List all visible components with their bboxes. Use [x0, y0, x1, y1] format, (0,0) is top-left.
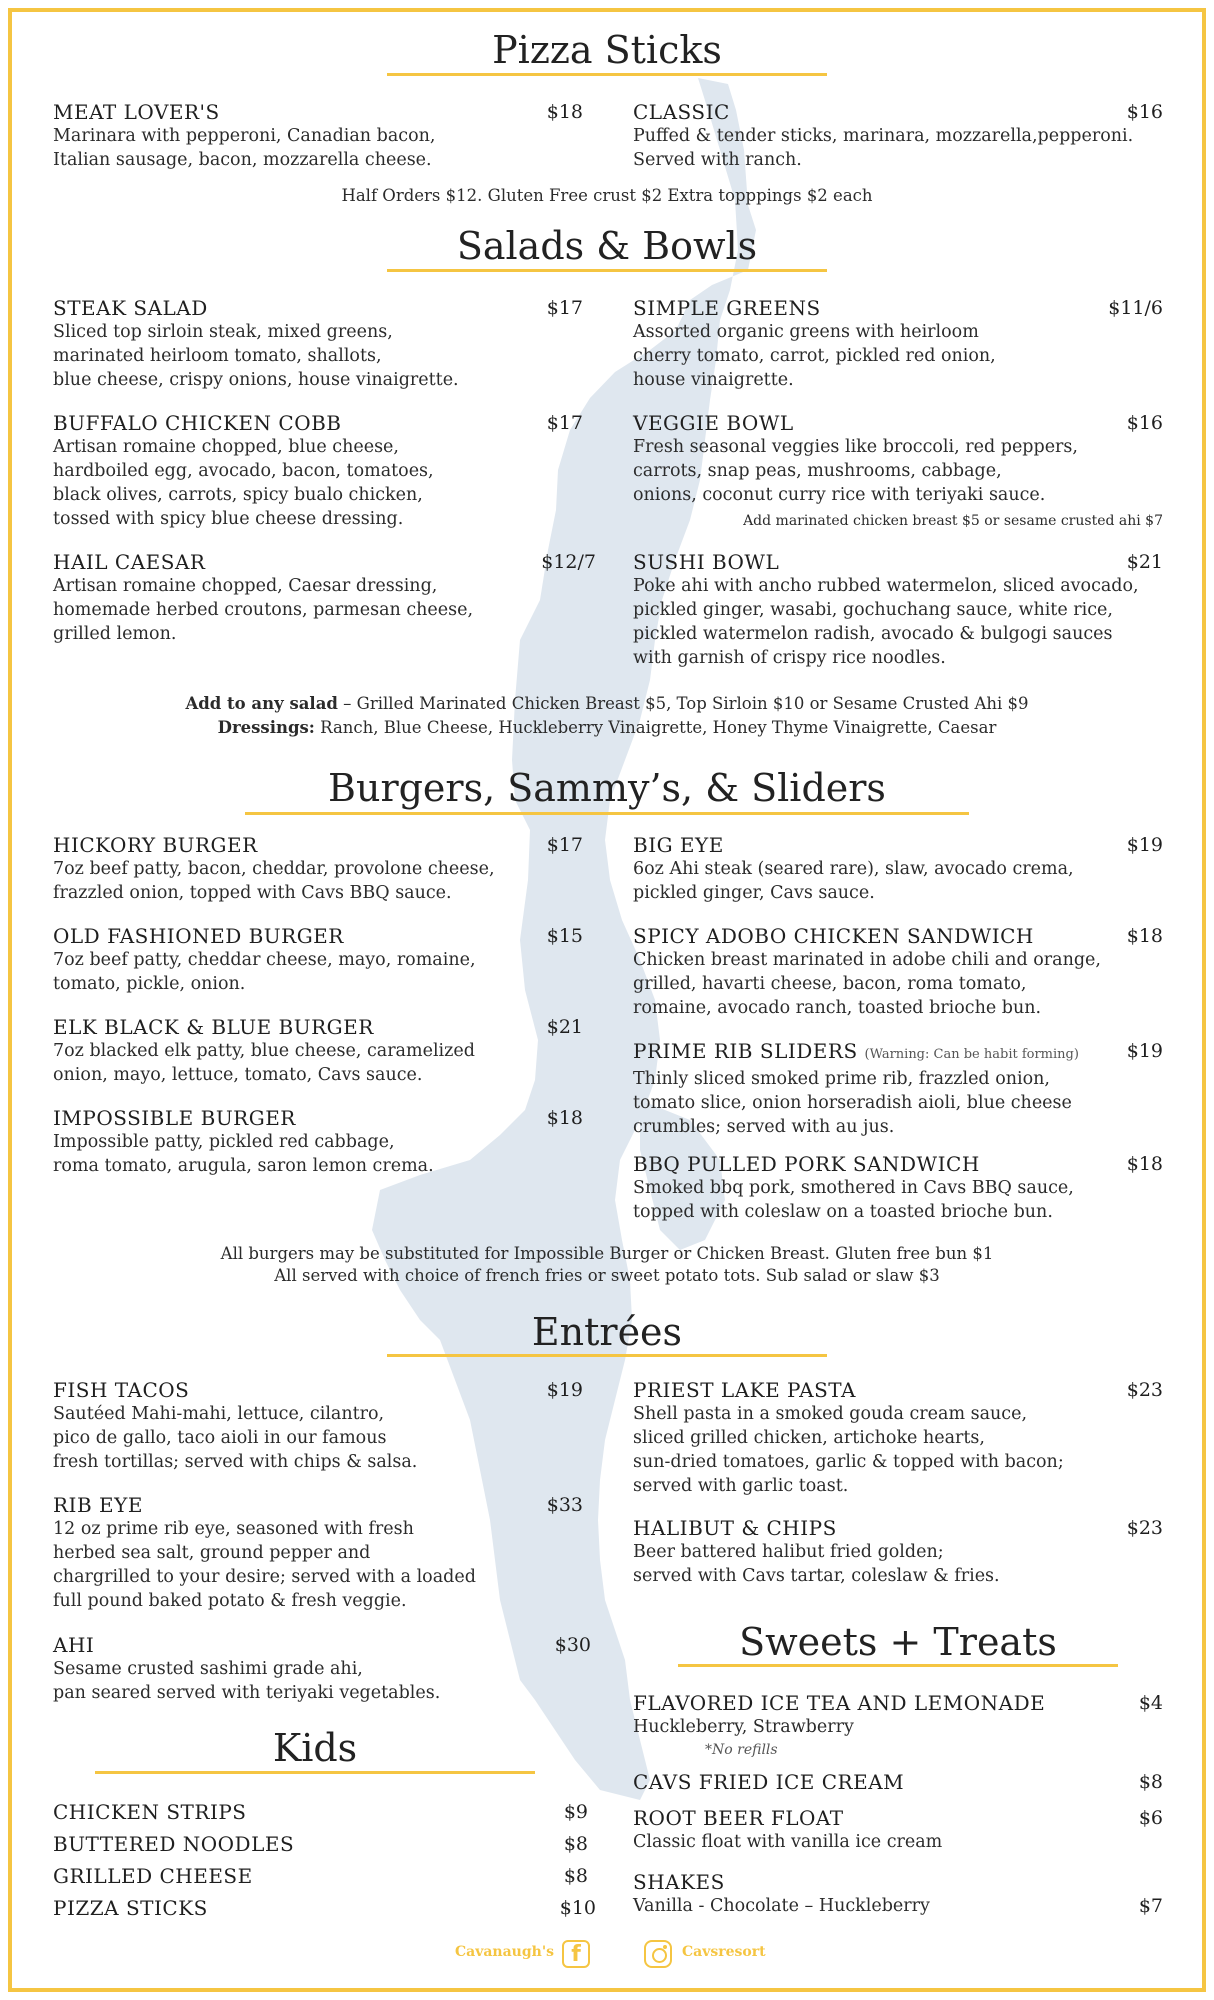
section-title-pizza: Pizza Sticks [492, 28, 722, 72]
item-name: ELK BLACK & BLUE BURGER [53, 1015, 374, 1039]
section-rule-pizza [387, 73, 827, 76]
item-price: $18 [1126, 1153, 1163, 1175]
item-price: $16 [1126, 101, 1163, 123]
item-price: $23 [1126, 1517, 1163, 1539]
sweets-item-shakes [633, 1870, 1163, 1918]
menu-item-sushi-bowl [633, 550, 1163, 670]
item-description: Artisan romaine chopped, blue cheese, hardboiled egg, avocado, bacon, tomatoes, black olives, carrots, spicy bualo chicken, tossed with spicy blue cheese dressing. [53, 437, 434, 529]
menu-item-rib-eye [53, 1493, 583, 1613]
item-description: Sliced top sirloin steak, mixed greens, marinated heirloom tomato, shallots, blue cheese, crispy onions, house vinaigrette. [53, 322, 459, 390]
section-title-burgers: Burgers, Sammy’s, & Sliders [328, 766, 886, 810]
item-price: $8 [563, 1833, 588, 1855]
item-description: Sesame crusted sashimi grade ahi, pan seared served with teriyaki vegetables. [53, 1659, 441, 1703]
item-name: BBQ PULLED PORK SANDWICH [633, 1152, 980, 1176]
menu-item-simple-greens [633, 296, 1163, 392]
item-description: 7oz beef patty, bacon, cheddar, provolone cheese, frazzled onion, topped with Cavs BBQ sauce. [53, 859, 495, 903]
item-description: Huckleberry, Strawberry [633, 1717, 854, 1737]
item-name: HAIL CAESAR [53, 550, 206, 574]
item-name: HALIBUT & CHIPS [633, 1516, 837, 1540]
item-price: $17 [546, 412, 583, 434]
item-description: Shell pasta in a smoked gouda cream sauce, sliced grilled chicken, artichoke hearts, sun-dried tomatoes, garlic & topped with bacon; served with garlic toast. [633, 1404, 1064, 1496]
item-name: BIG EYE [633, 833, 724, 857]
item-name: IMPOSSIBLE BURGER [53, 1106, 296, 1130]
dressings-note [100, 716, 1114, 740]
menu-item-big-eye [633, 833, 1163, 905]
item-name: HICKORY BURGER [53, 833, 258, 857]
item-name: SUSHI BOWL [633, 550, 780, 574]
item-description: Sautéed Mahi-mahi, lettuce, cilantro, pico de gallo, taco aioli in our famous fresh tortillas; served with chips & salsa. [53, 1404, 418, 1472]
no-refills-note: *No refills [705, 1742, 778, 1758]
item-description: 7oz beef patty, cheddar cheese, mayo, romaine, tomato, pickle, onion. [53, 950, 476, 994]
item-name: FLAVORED ICE TEA AND LEMONADE [633, 1691, 1046, 1715]
sweets-item-fried-ice-cream [633, 1770, 1163, 1794]
item-description: Assorted organic greens with heirloom cherry tomato, carrot, pickled red onion, house vinaigrette. [633, 322, 996, 390]
menu-item-halibut-chips [633, 1516, 1163, 1588]
burger-note-2: All served with choice of french fries or sweet potato tots. Sub salad or slaw $3 [274, 1266, 940, 1285]
item-price: $4 [1138, 1692, 1163, 1714]
item-name: PIZZA STICKS [53, 1896, 208, 1920]
item-price: $8 [563, 1865, 588, 1887]
menu-item-elk-black-blue [53, 1015, 583, 1087]
item-description: Classic float with vanilla ice cream [633, 1832, 943, 1852]
item-price: $19 [546, 1379, 583, 1401]
item-description: Puffed & tender sticks, marinara, mozzarella,pepperoni. Served with ranch. [633, 126, 1134, 170]
burger-note-1: All burgers may be substituted for Impossible Burger or Chicken Breast. Gluten free bun $1 [220, 1244, 994, 1263]
veggie-bowl-addon: Add marinated chicken breast $5 or sesame crusted ahi $7 [743, 513, 1163, 529]
item-name-text: PRIME RIB SLIDERS [633, 1039, 858, 1063]
item-price: $8 [1138, 1771, 1163, 1793]
item-price: $23 [1126, 1379, 1163, 1401]
item-name: OLD FASHIONED BURGER [53, 924, 344, 948]
item-description: Fresh seasonal veggies like broccoli, red peppers, carrots, snap peas, mushrooms, cabbage, onions, coconut curry rice with teriyaki sauce. [633, 437, 1078, 505]
item-price: $33 [546, 1494, 583, 1516]
menu-item-old-fashioned-burger [53, 924, 583, 996]
item-description: Beer battered halibut fried golden; served with Cavs tartar, coleslaw & fries. [633, 1542, 1000, 1586]
menu-item-steak-salad [53, 296, 583, 392]
section-title-salads: Salads & Bowls [456, 224, 758, 268]
item-price: $17 [546, 834, 583, 856]
kids-item-chicken-strips [53, 1800, 588, 1824]
item-price: $15 [546, 925, 583, 947]
section-title-entrees: Entrées [531, 1310, 683, 1354]
item-price: $10 [559, 1897, 596, 1919]
section-rule-kids [95, 1771, 535, 1774]
item-name [633, 1039, 1163, 1067]
facebook-icon[interactable]: f [562, 1940, 590, 1968]
item-name: BUFFALO CHICKEN COBB [53, 411, 342, 435]
item-price: $17 [546, 297, 583, 319]
item-name: MEAT LOVER'S [53, 100, 220, 124]
item-name: SIMPLE GREENS [633, 296, 821, 320]
item-name: RIB EYE [53, 1493, 143, 1517]
item-price: $18 [1126, 925, 1163, 947]
item-name: CAVS FRIED ICE CREAM [633, 1770, 905, 1794]
item-name: CHICKEN STRIPS [53, 1800, 247, 1824]
item-name: GRILLED CHEESE [53, 1864, 253, 1888]
item-description: Artisan romaine chopped, Caesar dressing, homemade herbed croutons, parmesan cheese, grilled lemon. [53, 576, 474, 644]
salad-addons-label: Add to any salad [185, 694, 338, 713]
item-price: $19 [1126, 834, 1163, 856]
menu-item-impossible-burger [53, 1106, 583, 1178]
item-price: $18 [546, 101, 583, 123]
section-rule-salads [387, 269, 827, 272]
section-rule-burgers [245, 812, 969, 815]
item-name: VEGGIE BOWL [633, 411, 794, 435]
item-name: BUTTERED NOODLES [53, 1832, 295, 1856]
menu-item-ahi [53, 1633, 591, 1705]
item-description: Thinly sliced smoked prime rib, frazzled onion, tomato slice, onion horseradish aioli, blue cheese crumbles; served with au jus. [633, 1069, 1072, 1137]
item-price: $19 [1126, 1040, 1163, 1062]
item-name: SHAKES [633, 1870, 725, 1894]
item-name: CLASSIC [633, 100, 730, 124]
menu-item-hickory-burger [53, 833, 583, 905]
item-description: Smoked bbq pork, smothered in Cavs BBQ sauce, topped with coleslaw on a toasted brioche bun. [633, 1178, 1074, 1222]
item-price: $11/6 [1108, 297, 1163, 319]
item-warning: (Warning: Can be habit forming) [864, 1047, 1079, 1062]
menu-item-spicy-adobo-chicken [633, 924, 1163, 1020]
menu-item-prime-rib-sliders [633, 1039, 1163, 1139]
item-description: Impossible patty, pickled red cabbage, roma tomato, arugula, saron lemon crema. [53, 1132, 434, 1176]
item-name: AHI [53, 1633, 95, 1657]
item-price: $30 [554, 1634, 591, 1656]
instagram-label[interactable]: Cavsresort [682, 1944, 766, 1960]
section-title-sweets: Sweets + Treats [739, 1620, 1057, 1664]
salad-addons-note [100, 692, 1114, 716]
dressings-text: Ranch, Blue Cheese, Huckleberry Vinaigrette, Honey Thyme Vinaigrette, Caesar [314, 718, 997, 737]
section-rule-entrees [387, 1354, 827, 1357]
item-description: 12 oz prime rib eye, seasoned with fresh herbed sea salt, ground pepper and chargrilled to your desire; served with a loaded full pound baked potato & fresh veggie. [53, 1519, 476, 1611]
salad-addons-text: – Grilled Marinated Chicken Breast $5, Top Sirloin $10 or Sesame Crusted Ahi $9 [337, 694, 1029, 713]
section-rule-sweets [678, 1664, 1118, 1667]
item-description: Marinara with pepperoni, Canadian bacon, Italian sausage, bacon, mozzarella cheese. [53, 126, 436, 170]
kids-item-grilled-cheese [53, 1864, 588, 1888]
item-description: Poke ahi with ancho rubbed watermelon, sliced avocado, pickled ginger, wasabi, gochuchang sauce, white rice, pickled watermelon radish, avocado & bulgogi sauces with garnish of crispy rice noodles. [633, 576, 1139, 668]
menu-item-hail-caesar [53, 550, 596, 646]
item-description: 6oz Ahi steak (seared rare), slaw, avocado crema, pickled ginger, Cavs sauce. [633, 859, 1074, 903]
menu-item-buffalo-chicken-cobb [53, 411, 583, 531]
item-price: $21 [546, 1016, 583, 1038]
kids-item-buttered-noodles [53, 1832, 588, 1856]
sweets-item-root-beer-float [633, 1806, 1163, 1854]
menu-item-priest-lake-pasta [633, 1378, 1163, 1498]
instagram-icon[interactable] [644, 1940, 672, 1968]
pizza-note: Half Orders $12. Gluten Free crust $2 Extra topppings $2 each [341, 186, 873, 205]
section-title-kids: Kids [272, 1726, 358, 1770]
item-name: STEAK SALAD [53, 296, 208, 320]
item-name: SPICY ADOBO CHICKEN SANDWICH [633, 924, 1034, 948]
facebook-label[interactable]: Cavanaugh's [455, 1944, 554, 1960]
sweets-item-ice-tea-lemonade [633, 1691, 1163, 1739]
item-price: $9 [563, 1801, 588, 1823]
menu-item-meat-lovers [53, 100, 583, 172]
menu-item-fish-tacos [53, 1378, 583, 1474]
item-price: $6 [1138, 1807, 1163, 1829]
menu-item-bbq-pulled-pork [633, 1152, 1163, 1224]
item-price: $18 [546, 1107, 583, 1129]
item-price: $16 [1126, 412, 1163, 434]
item-price: $21 [1126, 551, 1163, 573]
item-price: $12/7 [541, 551, 596, 573]
menu-item-veggie-bowl [633, 411, 1163, 507]
item-name: PRIEST LAKE PASTA [633, 1378, 856, 1402]
item-description: Vanilla - Chocolate – Huckleberry [633, 1896, 930, 1916]
item-name: ROOT BEER FLOAT [633, 1806, 844, 1830]
item-price: $7 [1138, 1895, 1163, 1917]
dressings-label: Dressings: [217, 718, 315, 737]
menu-item-classic [633, 100, 1163, 172]
item-name: FISH TACOS [53, 1378, 190, 1402]
item-description: Chicken breast marinated in adobe chili and orange, grilled, havarti cheese, bacon, roma tomato, romaine, avocado ranch, toasted brioche bun. [633, 950, 1101, 1018]
item-description: 7oz blacked elk patty, blue cheese, caramelized onion, mayo, lettuce, tomato, Cavs sauce. [53, 1041, 475, 1085]
kids-item-pizza-sticks [53, 1896, 596, 1920]
